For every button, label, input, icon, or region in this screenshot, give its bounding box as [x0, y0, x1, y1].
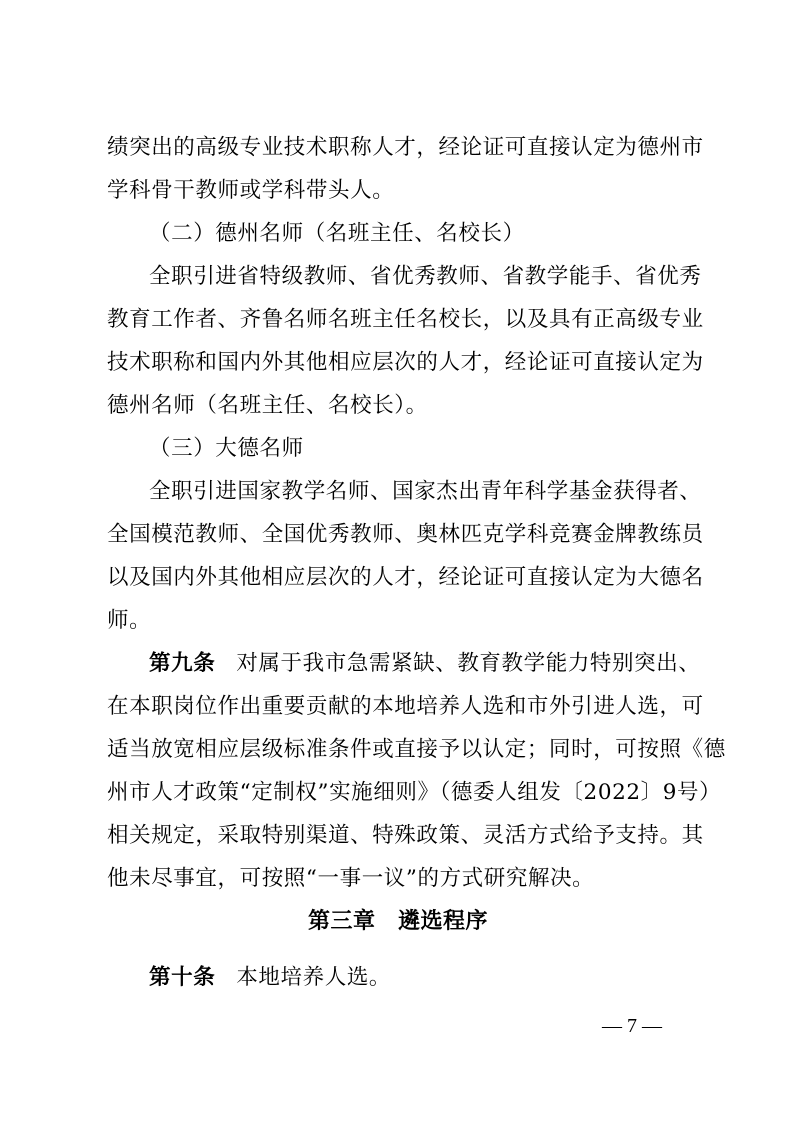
paragraph-line: 州市人才政策“定制权”实施细则》（德委人组发〔2022〕9号）: [107, 780, 722, 805]
paragraph-text: 对属于我市急需紧缺、教育教学能力特别突出、: [236, 651, 701, 676]
article-first-line: [149, 964, 391, 992]
paragraph-line: 德州名师（名班主任、名校长）。: [107, 393, 428, 418]
paragraph-line: 技术职称和国内外其他相应层次的人才，经论证可直接认定为: [107, 350, 704, 375]
article-label: 第十条: [149, 965, 216, 990]
section-heading: （二）德州名师（名班主任、名校长）: [149, 221, 525, 246]
section-heading: （三）大德名师: [149, 436, 304, 461]
paragraph-line: 他未尽事宜，可按照“一事一议”的方式研究解决。: [107, 866, 595, 891]
paragraph-line: 以及国内外其他相应层次的人才，经论证可直接认定为大德名: [107, 565, 704, 590]
paragraph-line: 全职引进省特级教师、省优秀教师、省教学能手、省优秀: [149, 264, 702, 289]
article-first-line: [149, 650, 700, 678]
article-label: 第九条: [149, 651, 216, 676]
paragraph-line: 全国模范教师、全国优秀教师、奥林匹克学科竞赛金牌教练员: [107, 522, 704, 547]
page-number: — 7 —: [602, 1015, 662, 1037]
paragraph-text: 本地培养人选。: [236, 965, 392, 990]
paragraph-line: 全职引进国家教学名师、国家杰出青年科学基金获得者、: [149, 479, 702, 504]
paragraph-line: 相关规定，采取特别渠道、特殊政策、灵活方式给予支持。其: [107, 823, 704, 848]
paragraph-line: 学科骨干教师或学科带头人。: [107, 178, 395, 203]
chapter-title: 第三章 遴选程序: [307, 909, 488, 934]
paragraph-line: 适当放宽相应层级标准条件或直接予以认定；同时，可按照《德: [107, 737, 726, 762]
paragraph-line: 教育工作者、齐鲁名师名班主任名校长，以及具有正高级专业: [107, 307, 704, 332]
paragraph-line: 在本职岗位作出重要贡献的本地培养人选和市外引进人选，可: [107, 694, 704, 719]
paragraph-line: 绩突出的高级专业技术职称人才，经论证可直接认定为德州市: [107, 135, 704, 160]
paragraph-line: 师。: [107, 608, 152, 633]
